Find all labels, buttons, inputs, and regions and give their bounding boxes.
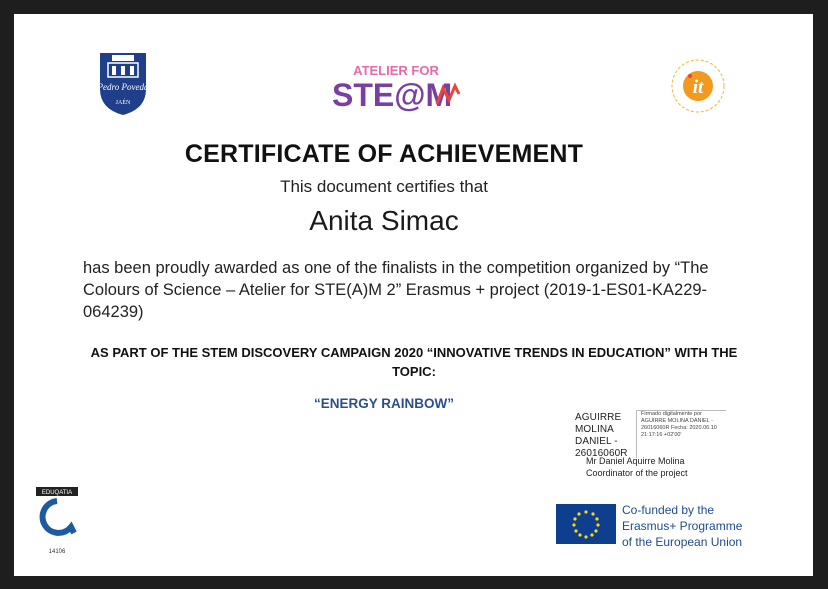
campaign-text: AS PART OF THE STEM DISCOVERY CAMPAIGN 2020 “INNOVATIVE TRENDS IN EDUCATION” WITH THE TOPIC: <box>90 345 738 379</box>
signer-name: Mr Daniel Aquirre Molina <box>586 456 685 466</box>
pedro-poveda-logo <box>98 49 148 117</box>
certifies-text: This document certifies that <box>280 177 488 196</box>
signer-block <box>586 455 688 479</box>
it-school-logo <box>664 54 732 114</box>
svg-text:JAÉN: JAÉN <box>115 100 131 106</box>
svg-text:Pedro Poveda: Pedro Poveda <box>98 82 148 92</box>
svg-text:14106: 14106 <box>48 549 66 555</box>
certificate-title: CERTIFICATE OF ACHIEVEMENT <box>184 140 584 168</box>
recipient-name: Anita Simac <box>309 205 459 236</box>
eu-line-3: of the European Union <box>622 535 743 549</box>
svg-text:STE@M: STE@M <box>332 77 453 113</box>
signer-role: Coordinator of the project <box>586 468 688 478</box>
eu-cofunded-text <box>622 502 742 550</box>
svg-text:it: it <box>692 77 704 98</box>
quality-certification-badge <box>36 487 78 559</box>
award-paragraph: has been proudly awarded as one of the finalists in the competition organized by “The Colours of Science – Atelier for STE(A)M 2” Erasmus + project (2019-1-ES01-KA229-064239) <box>83 259 709 321</box>
svg-text:EDUQATIA: EDUQATIA <box>41 490 73 496</box>
signature-name: AGUIRRE MOLINA DANIEL - 26016060R <box>575 412 628 459</box>
eu-line-1: Co-funded by the <box>622 503 715 517</box>
svg-text:ATELIER FOR: ATELIER FOR <box>353 63 439 78</box>
atelier-steam-logo <box>329 58 464 114</box>
topic-text: “ENERGY RAINBOW” <box>313 396 454 411</box>
certificate-page <box>14 14 813 576</box>
eu-flag-icon <box>556 504 616 544</box>
eu-line-2: Erasmus+ Programme <box>622 519 743 533</box>
digital-signature-box: Firmado digitalmente por AGUIRRE MOLINA DANIEL - 26016060R Fecha: 2020.06.10 21:17:16 +02'00' <box>636 410 726 458</box>
